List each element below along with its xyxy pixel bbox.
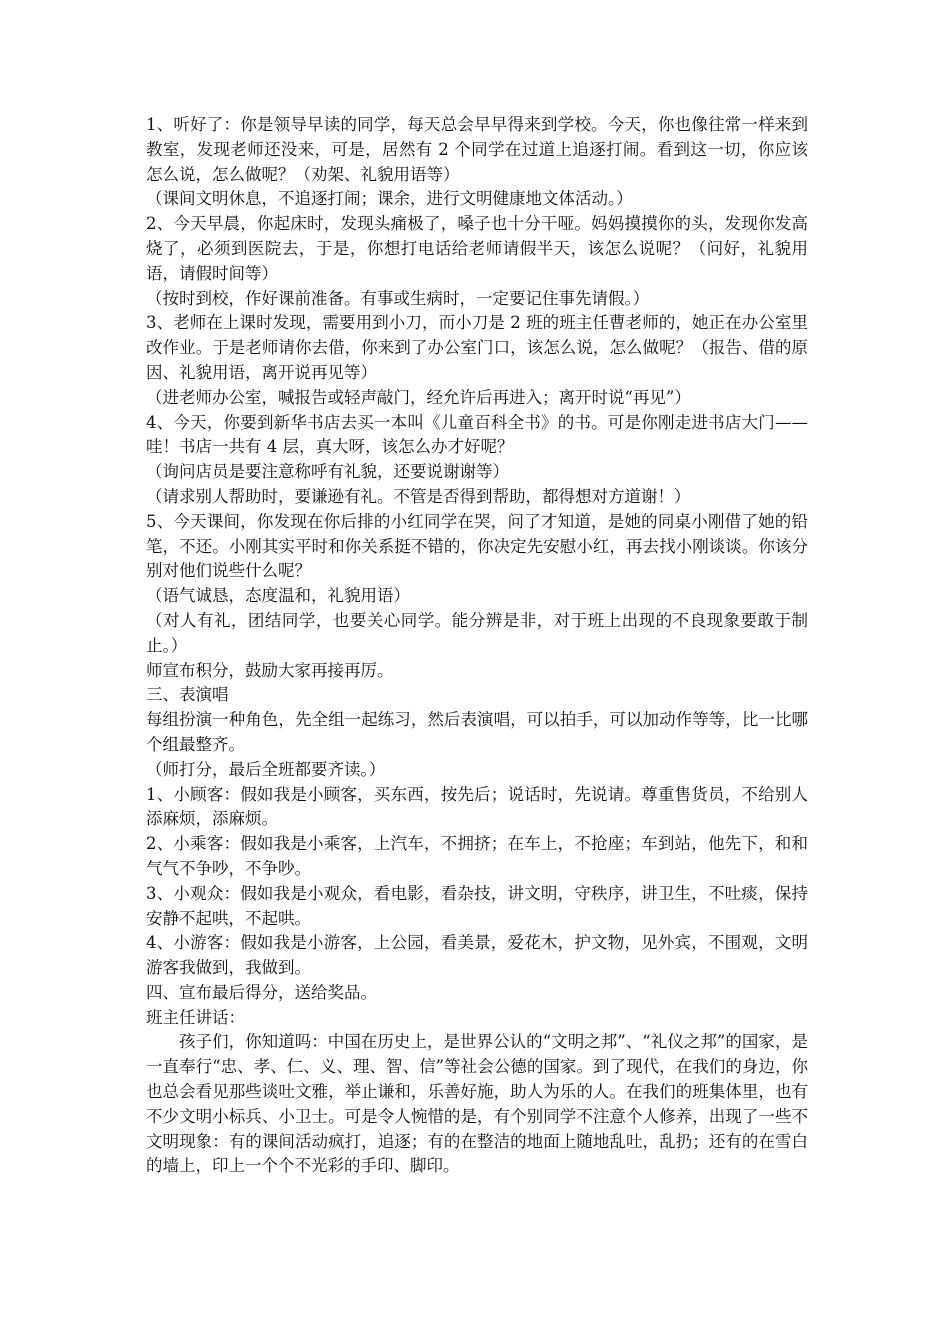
- scenario-2-paragraph: 2、今天早晨，你起床时，发现头痛极了，嗓子也十分干哑。妈妈摸摸你的头，发现你发高烧了，必须到医院去，于是，你想打电话给老师请假半天，该怎么说呢？（问好，礼貌用语，请假时间等）: [146, 214, 808, 283]
- teacher-speech-paragraph: 孩子们，你知道吗：中国在历史上，是世界公认的“文明之邦”、“礼仪之邦”的国家，是一直奉行“忠、孝、仁、义、理、智、信”等社会公德的国家。到了现代，在我们的身边，你也总会看见那些谈吐文雅，举止谦和，乐善好施，助人为乐的人。在我们的班集体里，也有不少文明小标兵、小卫士。可是令人惋惜的是，有个别同学不注意个人修养，出现了一些不文明现象：有的课间活动疯打，追逐；有的在整洁的地面上随地乱吐，乱扔；还有的在雪白的墙上，印上一个个不光彩的手印、脚印。: [146, 1032, 808, 1176]
- scenario-3-note: （进老师办公室，喊报告或轻声敲门，经允许后再进入；离开时说“再见”）: [146, 387, 691, 407]
- scenario-4-note-2: （请求别人帮助时，要谦逊有礼。不管是否得到帮助，都得想对方道谢！）: [146, 486, 691, 506]
- section-3-heading: 三、表演唱: [146, 685, 229, 705]
- section-4-heading: 四、宣布最后得分，送给奖品。: [146, 982, 377, 1002]
- verse-audience: 3、小观众：假如我是小观众，看电影，看杂技，讲文明，守秩序，讲卫生，不吐痰，保持安静不起哄，不起哄。: [146, 883, 808, 928]
- scenario-4-paragraph: 4、今天，你要到新华书店去买一本叫《儿童百科全书》的书。可是你刚走进书店大门——哇！书店一共有 4 层，真大呀，该怎么办才好呢？: [146, 412, 808, 457]
- teacher-speech-heading: 班主任讲话：: [146, 1007, 245, 1027]
- scenario-5-paragraph: 5、今天课间，你发现在你后排的小红同学在哭，问了才知道，是她的同桌小刚借了她的铅笔，不还。小刚其实平时和你关系挺不错的，你决定先安慰小红，再去找小刚谈谈。你该分别对他们说些什么呢？: [146, 511, 808, 581]
- teacher-scoring-line: 师宣布积分，鼓励大家再接再厉。: [146, 660, 394, 680]
- section-3-note: （师打分，最后全班都要齐读。）: [146, 759, 386, 779]
- scenario-1-note: （课间文明休息，不追逐打闹；课余，进行文明健康地文体活动。）: [146, 189, 633, 209]
- scenario-5-note-2: （对人有礼，团结同学，也要关心同学。能分辨是非，对于班上出现的不良现象要敢于制止。）: [146, 610, 808, 655]
- verse-tourist: 4、小游客：假如我是小游客，上公园，看美景，爱花木，护文物，见外宾，不围观，文明游客我做到，我做到。: [146, 933, 808, 978]
- scenario-1-paragraph: 1、听好了：你是领导早读的同学，每天总会早早得来到学校。今天，你也像往常一样来到教室，发现老师还没来，可是，居然有 2 个同学在过道上追逐打闹。看到这一切，你应该怎么说，怎么做呢？（劝架、礼貌用语等）: [146, 115, 808, 184]
- scenario-2-note: （按时到校，作好课前准备。有事或生病时，一定要记住事先请假。）: [146, 288, 650, 308]
- scenario-4-note-1: （询问店员是要注意称呼有礼貌，还要说谢谢等）: [146, 462, 509, 482]
- scenario-3-paragraph: 3、老师在上课时发现，需要用到小刀，而小刀是 2 班的班主任曹老师的，她正在办公室里改作业。于是老师请你去借，你来到了办公室门口，该怎么说，怎么做呢？（报告、借的原因、礼貌用语，离开说再见等）: [146, 313, 808, 382]
- section-3-instructions: 每组扮演一种角色，先全组一起练习，然后表演唱，可以拍手，可以加动作等等，比一比哪个组最整齐。: [146, 710, 808, 754]
- scenario-5-note-1: （语气诚恳，态度温和，礼貌用语）: [146, 586, 410, 606]
- document-body: [146, 113, 808, 1179]
- verse-customer: 1、小顾客：假如我是小顾客，买东西，按先后；说话时，先说请。尊重售货员，不给别人添麻烦，添麻烦。: [146, 784, 808, 829]
- verse-passenger: 2、小乘客：假如我是小乘客，上汽车，不拥挤；在车上，不抢座；车到站，他先下，和和气气不争吵，不争吵。: [146, 834, 808, 878]
